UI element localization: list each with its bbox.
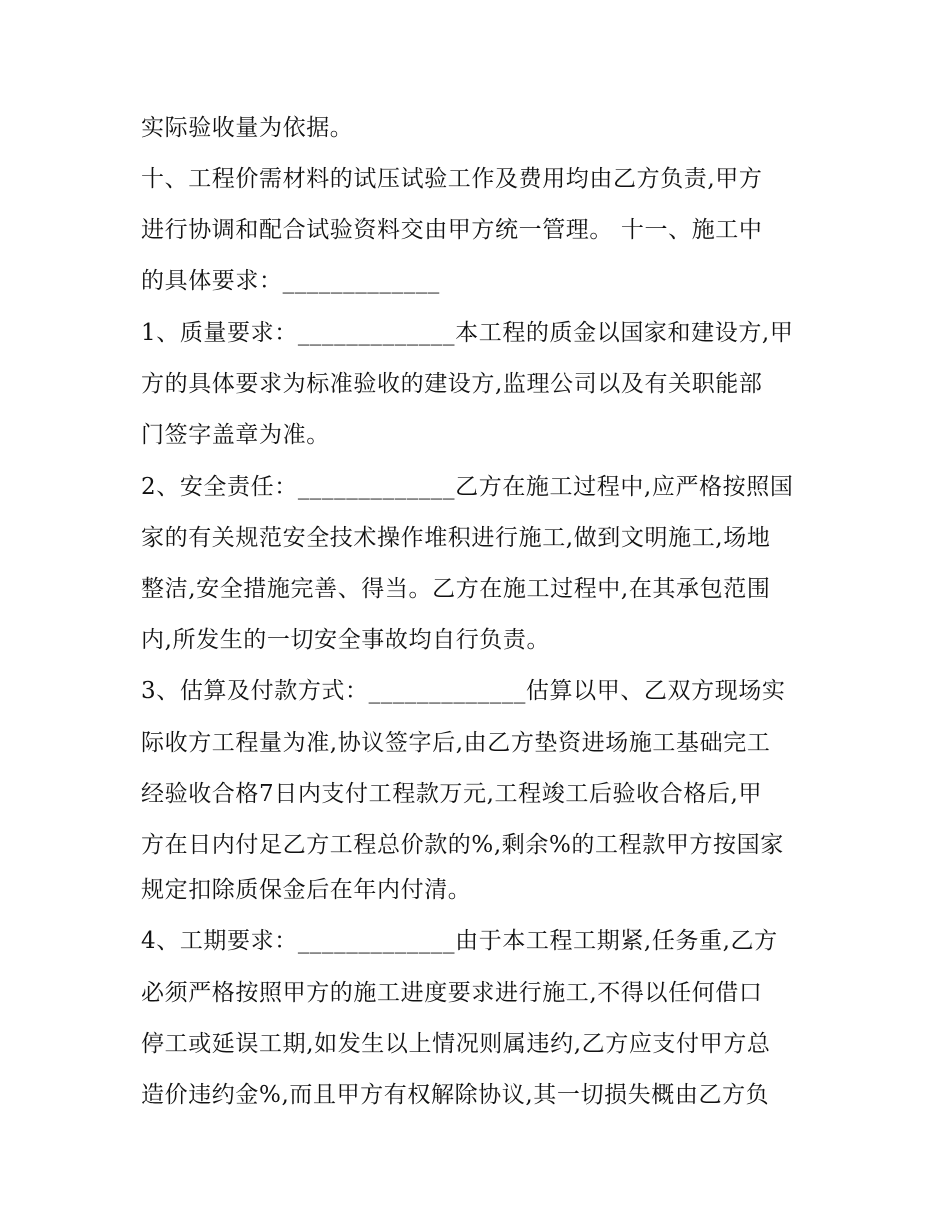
text-line: 门签字盖章为准。 bbox=[141, 422, 330, 448]
text-line: 方在日内付足乙方工程总价款的%,剩余%的工程款甲方按国家 bbox=[141, 832, 784, 858]
text-line: 停工或延误工期,如发生以上情况则属违约,乙方应支付甲方总 bbox=[141, 1031, 771, 1057]
text-line: 实际验收量为依据。 bbox=[141, 115, 354, 141]
text-line: 2、安全责任：_____________乙方在施工过程中,应严格按照国 bbox=[141, 474, 794, 500]
text-line: 3、估算及付款方式：_____________估算以甲、乙双方现场实 bbox=[141, 678, 786, 704]
text-line: 进行协调和配合试验资料交由甲方统一管理。 十一、施工中 bbox=[141, 217, 763, 243]
text-line: 际收方工程量为准,协议签字后,由乙方垫资进场施工基础完工 bbox=[141, 730, 771, 756]
text-line: 经验收合格7日内支付工程款万元,工程竣工后验收合格后,甲 bbox=[141, 781, 763, 807]
text-line: 1、质量要求：_____________本工程的质金以国家和建设方,甲 bbox=[141, 320, 794, 346]
text-line: 必须严格按照甲方的施工进度要求进行施工,不得以任何借口 bbox=[141, 980, 763, 1006]
text-line: 十、工程价需材料的试压试验工作及费用均由乙方负责,甲方 bbox=[141, 166, 763, 192]
text-line: 方的具体要求为标准验收的建设方,监理公司以及有关职能部 bbox=[141, 371, 763, 397]
text-line: 造价违约金%,而且甲方有权解除协议,其一切损失概由乙方负 bbox=[141, 1082, 770, 1108]
text-line: 整洁,安全措施完善、得当。乙方在施工过程中,在其承包范围 bbox=[141, 576, 771, 602]
text-line: 的具体要求：_____________ bbox=[141, 268, 440, 294]
text-line: 规定扣除质保金后在年内付清。 bbox=[141, 877, 472, 903]
text-line: 内,所发生的一切安全事故均自行负责。 bbox=[141, 627, 551, 653]
text-line: 4、工期要求：_____________由于本工程工期紧,任务重,乙方 bbox=[141, 928, 778, 954]
text-line: 家的有关规范安全技术操作堆积进行施工,做到文明施工,场地 bbox=[141, 525, 771, 551]
